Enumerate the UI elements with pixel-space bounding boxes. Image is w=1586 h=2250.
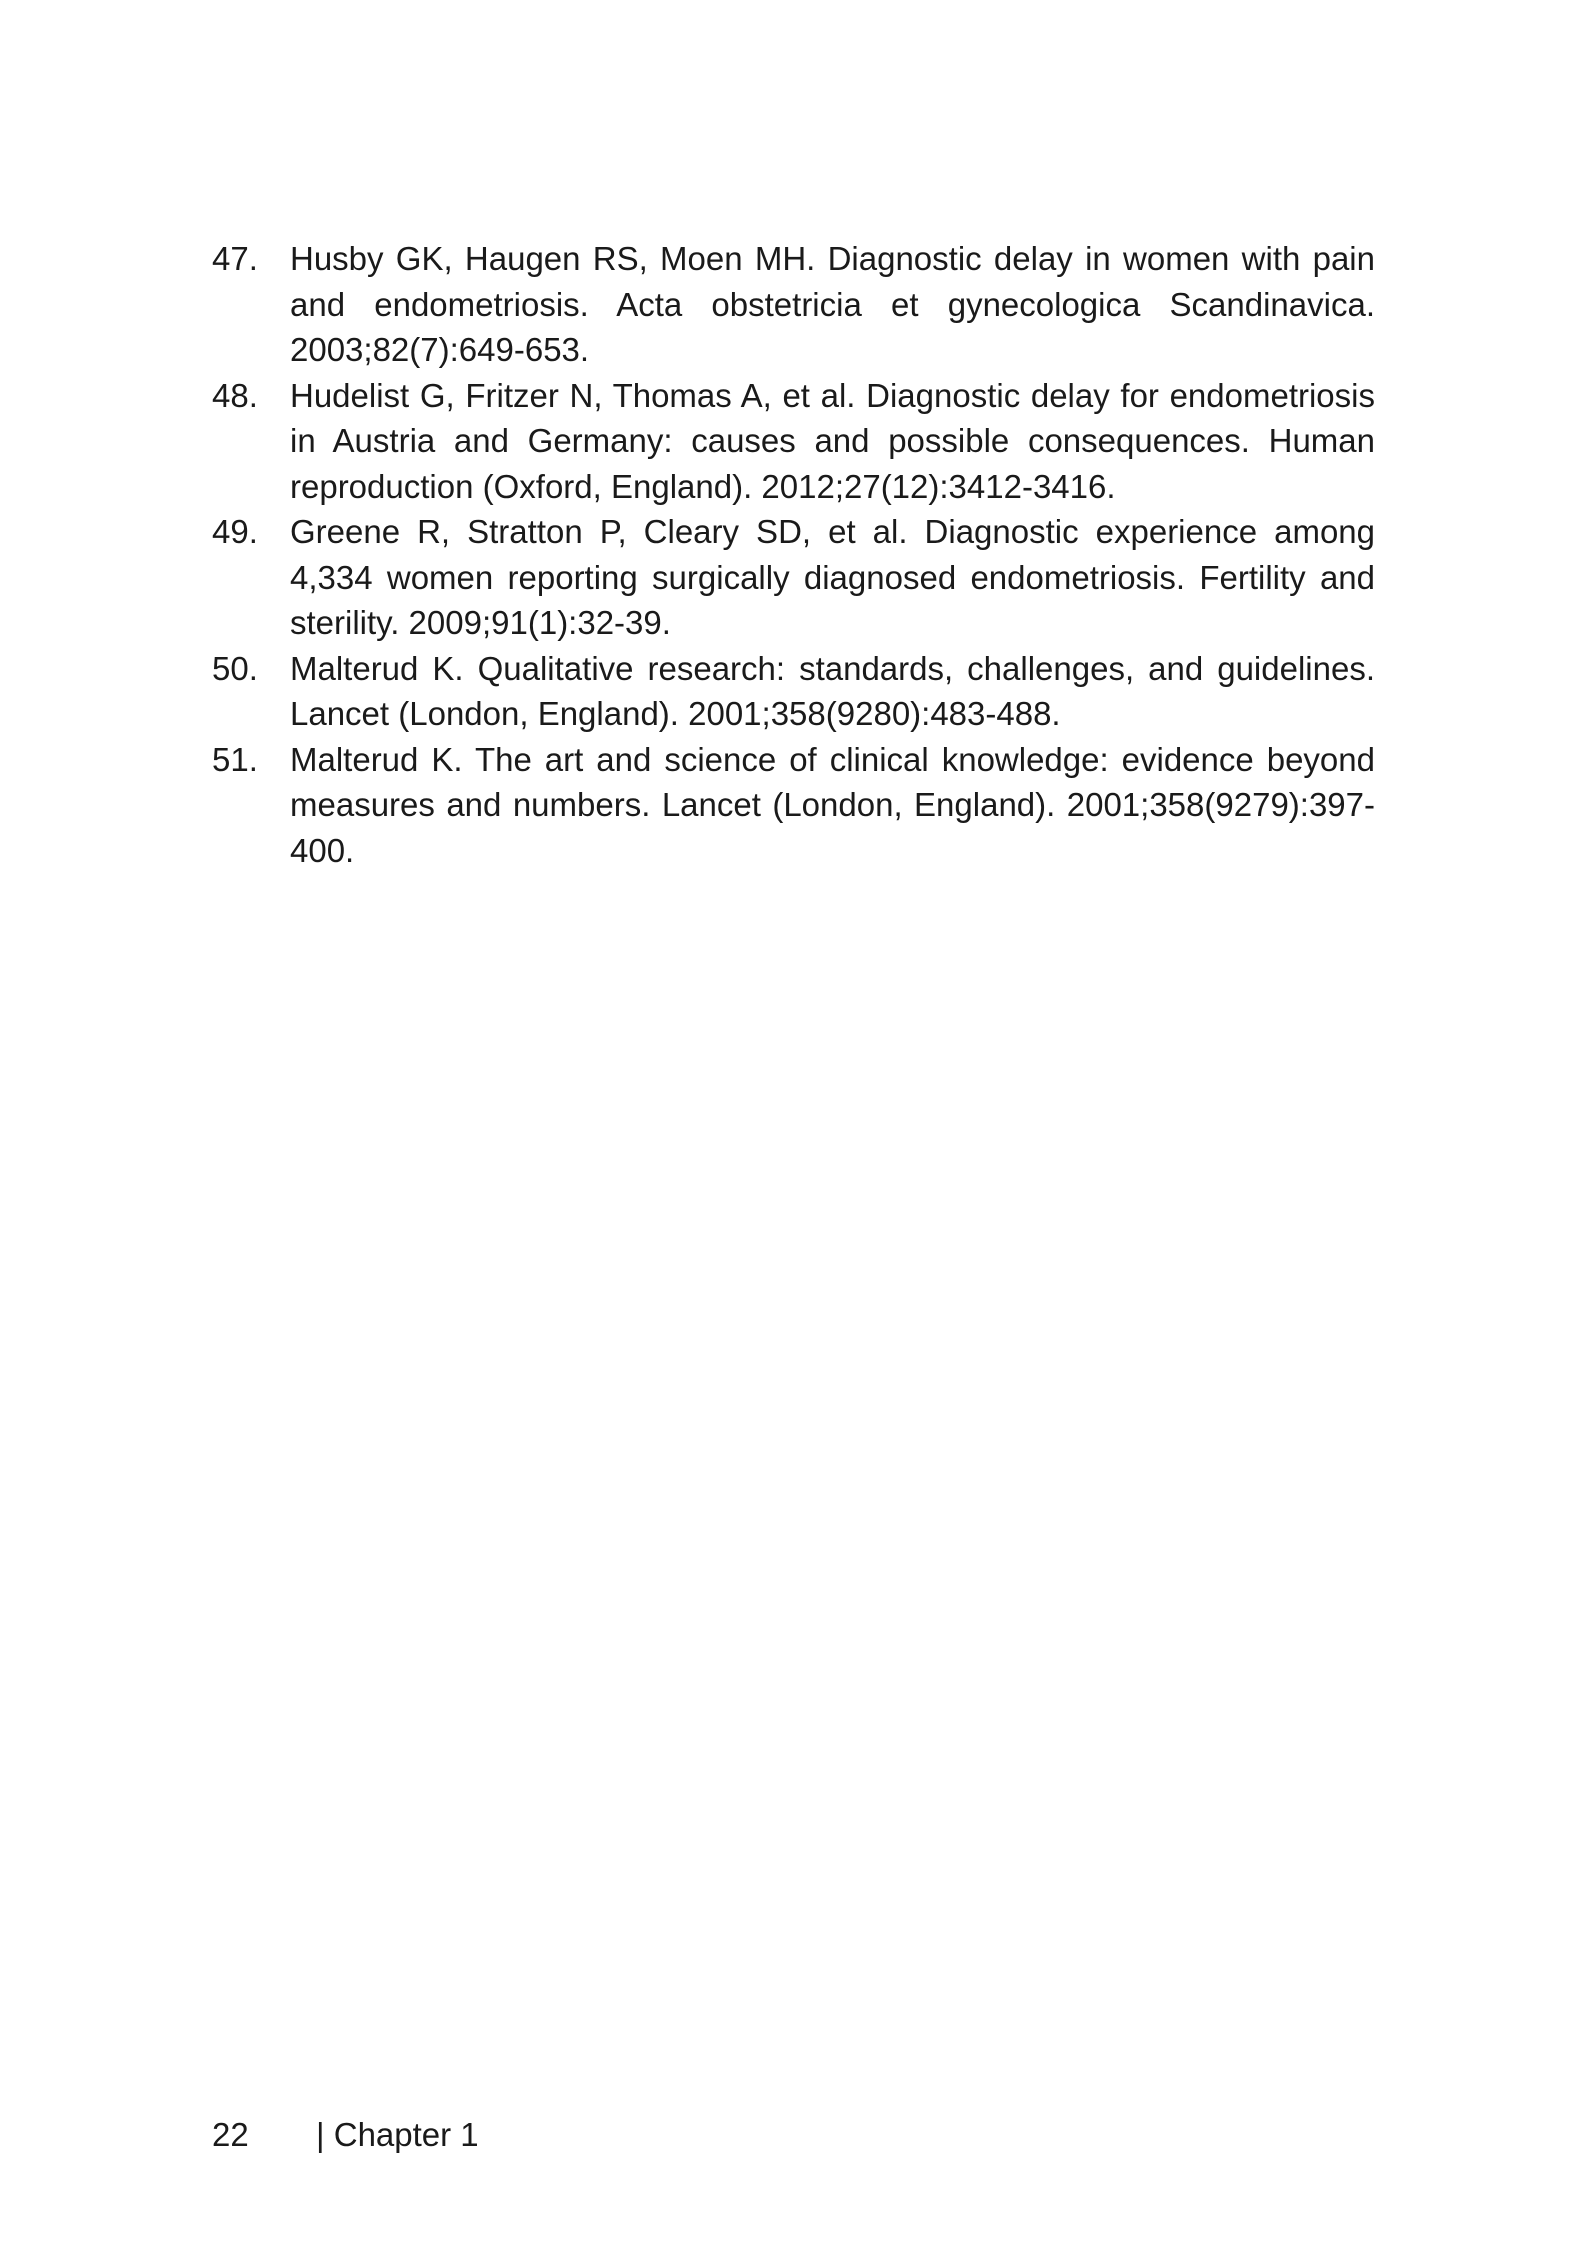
running-head: | Chapter 1 — [316, 2116, 479, 2153]
reference-text: Greene R, Stratton P, Cleary SD, et al. Diagnostic experience among 4,334 women reporting surgically diagnosed endometriosis. Fertility and sterility. 2009;91(1):32-39. — [290, 513, 1375, 641]
reference-item — [212, 509, 1375, 646]
reference-text: Hudelist G, Fritzer N, Thomas A, et al. Diagnostic delay for endometriosis in Austria and Germany: causes and possible consequences. Human reproduction (Oxford, England). 2012;27(12):3412-3416. — [290, 376, 1375, 505]
reference-item — [212, 737, 1375, 874]
reference-text: Malterud K. Qualitative research: standards, challenges, and guidelines. Lancet (London, England). 2001;358(9280):483-488. — [290, 649, 1375, 732]
reference-text: Malterud K. The art and science of clinical knowledge: evidence beyond measures and numbers. Lancet (London, England). 2001;358(9279):397-400. — [290, 740, 1375, 869]
reference-item — [212, 236, 1375, 373]
reference-number: 47. — [212, 240, 258, 277]
page-footer — [212, 2115, 479, 2155]
reference-text: Husby GK, Haugen RS, Moen MH. Diagnostic delay in women with pain and endometriosis. Acta obstetricia et gynecologica Scandinavica. 2003;82(7):649-653. — [290, 240, 1375, 368]
reference-number: 48. — [212, 376, 258, 414]
reference-list — [212, 236, 1375, 873]
reference-number: 51. — [212, 740, 258, 778]
reference-number: 50. — [212, 649, 258, 687]
reference-item — [212, 373, 1375, 510]
page-number: 22 — [212, 2116, 249, 2153]
reference-item — [212, 646, 1375, 737]
reference-number: 49. — [212, 513, 258, 550]
